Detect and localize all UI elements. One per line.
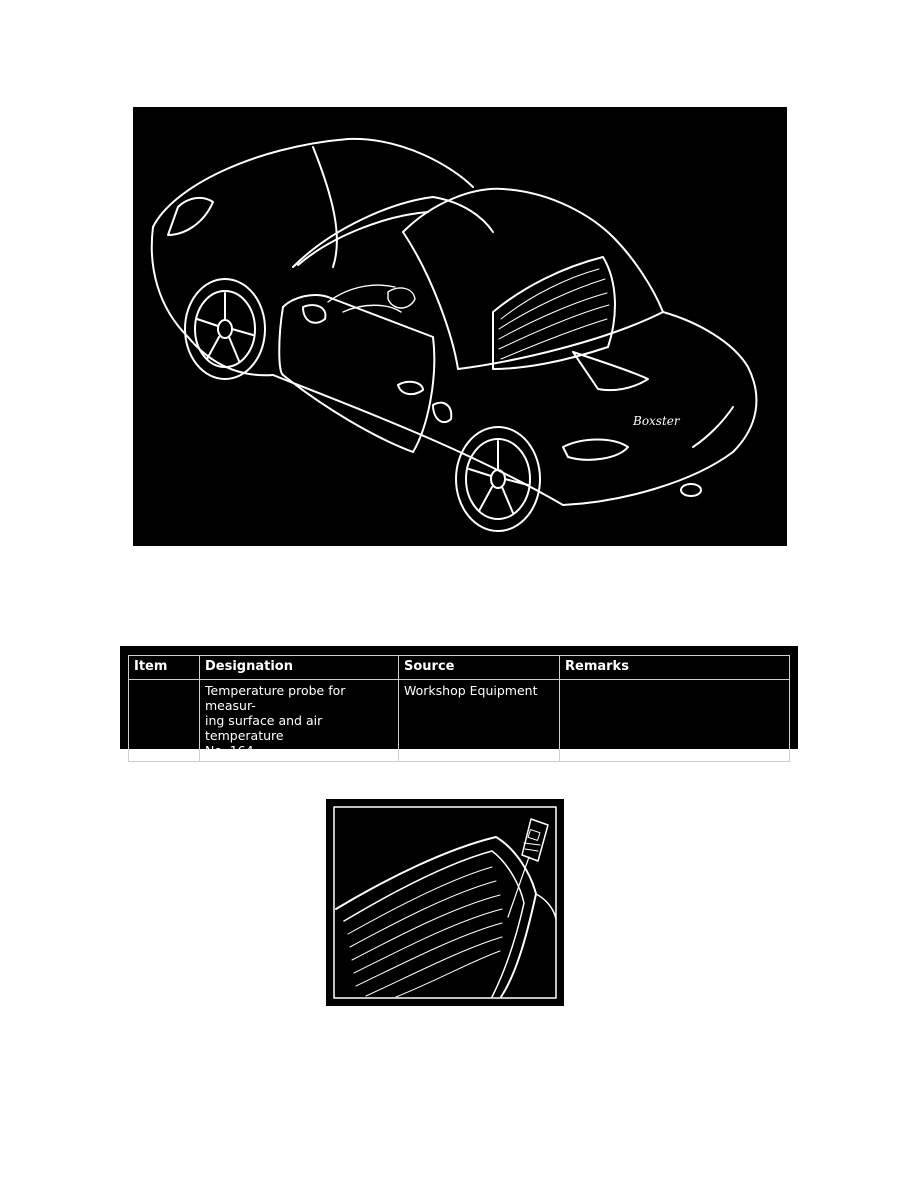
designation-line: ing surface and air temperature [205,713,323,743]
car-illustration [133,107,787,546]
cell-item [129,680,200,762]
car-badge-text: Boxster [633,414,680,428]
designation-line: No. 164 [205,743,254,758]
table-header-row [129,656,790,680]
probe-line-drawing [326,799,564,1006]
cell-source: Workshop Equipment [399,680,560,762]
cell-remarks [560,680,790,762]
tools-table [128,655,790,762]
header-source: Source [399,656,560,680]
tools-table-panel [120,646,798,758]
header-item: Item [129,656,200,680]
designation-line: Temperature probe for measur- [205,683,346,713]
cell-designation [200,680,399,762]
car-line-drawing [133,107,787,546]
probe-illustration [326,799,564,1006]
header-designation: Designation [200,656,399,680]
header-remarks: Remarks [560,656,790,680]
table-row [129,680,790,762]
